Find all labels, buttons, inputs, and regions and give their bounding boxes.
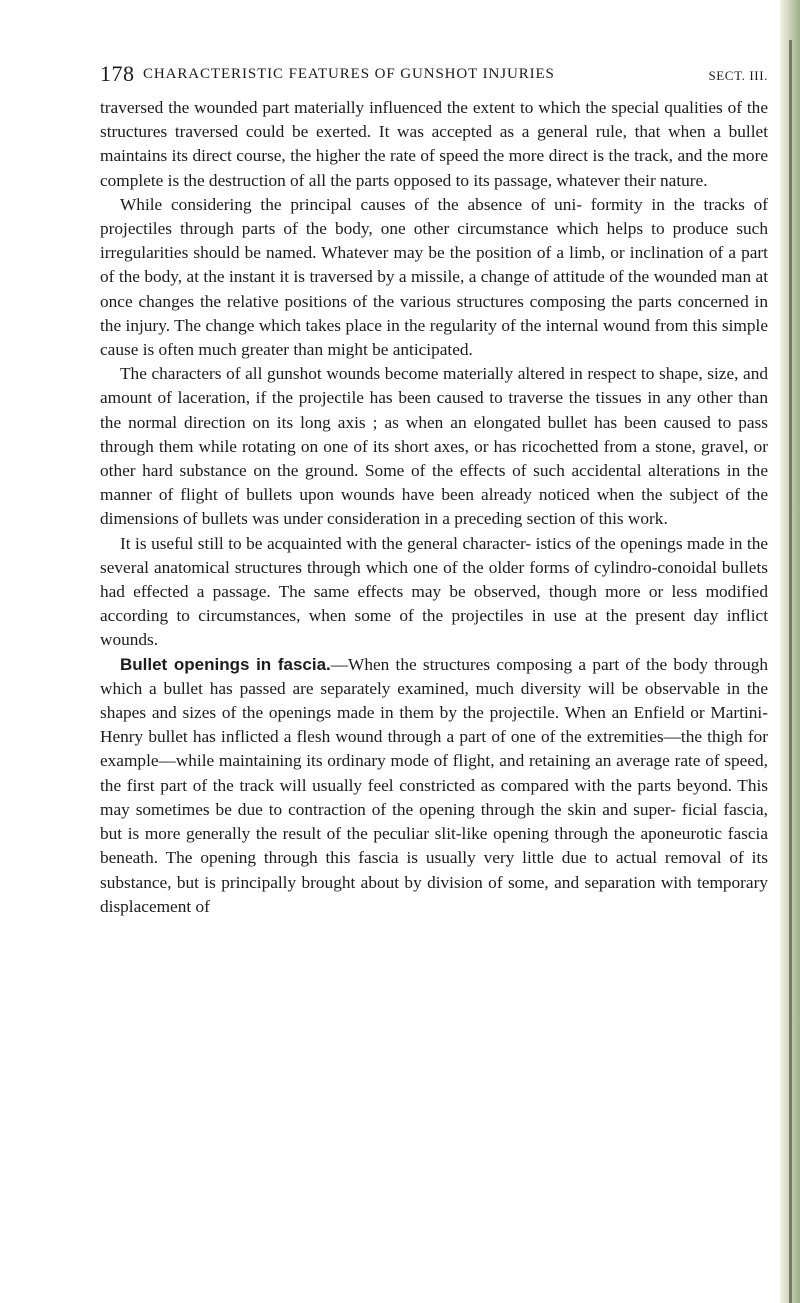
side-heading-fascia: Bullet openings in fascia. xyxy=(120,654,331,674)
binding-edge-line xyxy=(789,40,792,1303)
paragraph-characters: The characters of all gunshot wounds become materially altered in respect to shape, size, and amount of laceration, if the projectile has been caused to traverse the tissues in any other than the normal direction on its long axis ; as when an elongated bullet has been caused to pass through them while rotating on one of its short axes, or has ricochetted from a stone, gravel, or other hard substance on the ground. Some of the effects of such accidental alterations in the manner of flight of bullets upon wounds have been already noticed when the subject of the dimensions of bullets was under consideration in a preceding section of this work. xyxy=(100,364,768,529)
paragraph-uniformity: While considering the principal causes of the absence of uni- formity in the tracks of projectiles through parts of the body, one other circumstance which helps to produce such irregularities should be named. Whatever may be the position of a limb, or inclination of a part of the body, at the instant it is traversed by a missile, a change of attitude of the wounded man at once changes the relative positions of the various structures composing the parts concerned in the injury. The change which takes place in the regularity of the internal wound from this simple cause is often much greater than might be anticipated. xyxy=(100,194,768,360)
section-reference: SECT. III. xyxy=(708,68,768,83)
running-title: CHARACTERISTIC FEATURES OF GUNSHOT INJURIES xyxy=(143,66,555,82)
body-text xyxy=(100,96,768,919)
paragraph-openings: It is useful still to be acquainted with the general character- istics of the openings made in the several anatomical structures through which one of the older forms of cylindro-conoidal bullets had effected a passage. The same effects may be observed, though more or less modified according to circumstances, when some of the projectiles in use at the present day inflict wounds. xyxy=(100,533,768,650)
fascia-text: —When the structures composing a part of the body through which a bullet has passed are separately examined, much diversity will be observable in the shapes and sizes of the openings made in them by the projectile. When an Enfield or Martini-Henry bullet has inflicted a flesh wound through a part of one of the extremities—the thigh for example—while maintaining its ordinary mode of flight, and retaining an average rate of speed, the first part of the track will usually feel constricted as compared with the parts beyond. This may sometimes be due to contraction of the opening through the skin and super- ficial fascia, but is more generally the result of the peculiar slit-like opening through the aponeurotic fascia beneath. The opening through this fascia is usually very little due to actual removal of its substance, but is principally brought about by division of some, and separation with temporary displacement of xyxy=(100,654,768,916)
page-number: 178 xyxy=(100,61,135,86)
paragraph-fascia xyxy=(100,653,768,919)
page-header xyxy=(100,62,768,92)
page-edge xyxy=(780,0,800,1303)
paragraph-continuation: traversed the wounded part materially influenced the extent to which the special qualities of the structures traversed could be exerted. It was accepted as a general rule, that when a bullet maintains its direct course, the higher the rate of speed the more direct is the track, and the more complete is the destruction of all the parts opposed to its passage, whatever their nature. xyxy=(100,98,768,190)
